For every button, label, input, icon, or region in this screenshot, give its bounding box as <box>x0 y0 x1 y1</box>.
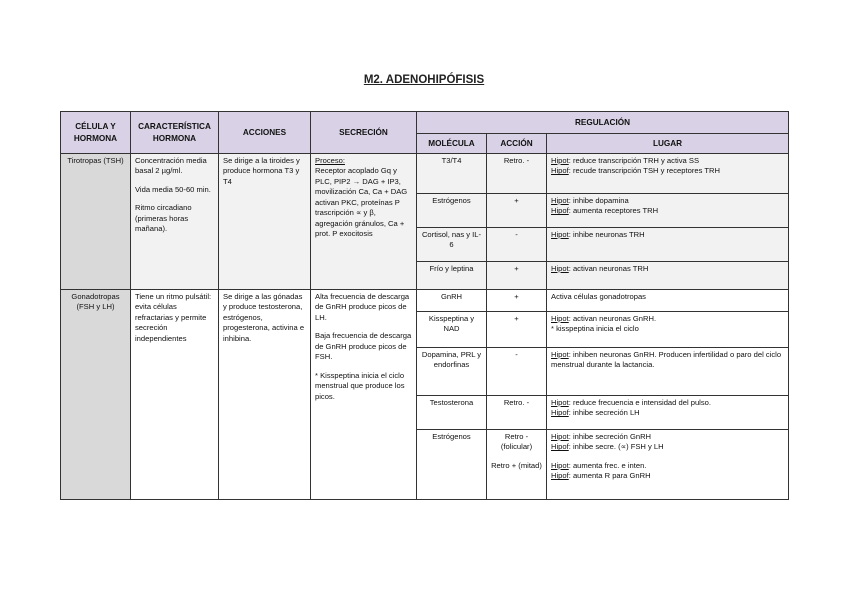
lugar-val: : inhibe secre. (∝) FSH y LH <box>568 442 664 452</box>
tsh-accion-2: + <box>487 194 547 228</box>
gon-caracteristica: Tiene un ritmo pulsátil: evita células refractarias y permite secreción independientes <box>131 290 219 500</box>
adenohipofisis-table <box>60 111 789 500</box>
tsh-accion-1: Retro. - <box>487 154 547 194</box>
lugar-val: : inhiben neuronas GnRH. Producen infertilidad o paro del ciclo menstrual durante la lactancia. <box>551 350 782 370</box>
lugar-key: Hipot <box>551 314 569 323</box>
tsh-accion-3: - <box>487 228 547 262</box>
lugar-key: Hipot <box>551 156 569 165</box>
gon-accion-2: + <box>487 312 547 348</box>
lugar-key: Hipot <box>551 398 569 407</box>
tsh-acciones: Se dirige a la tiroides y produce hormona T3 y T4 <box>219 154 311 290</box>
gon-accion-4: Retro. - <box>487 396 547 430</box>
tsh-secrecion <box>311 154 417 290</box>
gon-mol-5: Estrógenos <box>417 430 487 500</box>
gon-accion-1: + <box>487 290 547 312</box>
lugar-val: : reduce frecuencia e intensidad del pulso. <box>568 398 711 407</box>
lugar-key: Hipot <box>551 460 569 470</box>
lugar-key: Hipof <box>551 442 569 452</box>
header-secrecion: SECRECIÓN <box>311 112 417 154</box>
header-caracteristica: CARACTERÍSTICA HORMONA <box>131 112 219 154</box>
gon-accion-5b: Retro + (mitad) <box>491 460 542 470</box>
tsh-lugar-2 <box>547 194 789 228</box>
lugar-key: Hipot <box>551 230 569 239</box>
gon-mol-4: Testosterona <box>417 396 487 430</box>
header-molecula: MOLÉCULA <box>417 134 487 154</box>
tsh-mol-4: Frío y leptina <box>417 262 487 290</box>
lugar-val: : inhibe dopamina <box>568 196 629 205</box>
header-lugar: LUGAR <box>547 134 789 154</box>
lugar-val: : aumenta receptores TRH <box>568 206 659 216</box>
gon-sec-3: * Kisspeptina inicia el ciclo menstrual que produce los picos. <box>315 370 405 401</box>
gon-acciones: Se dirige a las gónadas y produce testosterona, estrógenos, progesterona, activina e inhibina. <box>219 290 311 500</box>
lugar-val: : aumenta frec. e inten. <box>568 460 647 470</box>
lugar-key: Hipot <box>551 432 569 441</box>
tsh-accion-4: + <box>487 262 547 290</box>
tsh-mol-3: Cortisol, nas y IL-6 <box>417 228 487 262</box>
header-regulacion: REGULACIÓN <box>417 112 789 134</box>
lugar-key: Hipot <box>551 264 569 273</box>
header-acciones: ACCIONES <box>219 112 311 154</box>
tsh-secrecion-label: Proceso: <box>315 156 345 165</box>
lugar-key: Hipof <box>551 166 569 176</box>
page-title: M2. ADENOHIPÓFISIS <box>363 74 485 86</box>
gon-mol-3: Dopamina, PRL y endorfinas <box>417 348 487 396</box>
tsh-car-1: Concentración media basal 2 µg/ml. <box>135 156 207 176</box>
gon-accion-3: - <box>487 348 547 396</box>
tsh-lugar-3 <box>547 228 789 262</box>
tsh-mol-2: Estrógenos <box>417 194 487 228</box>
gon-sec-1: Alta frecuencia de descarga de GnRH produce picos de LH. <box>315 292 410 322</box>
lugar-val: : inhibe neuronas TRH <box>568 230 645 239</box>
lugar-key: Hipof <box>551 206 569 216</box>
tsh-mol-1: T3/T4 <box>417 154 487 194</box>
lugar-val: : inhibe secreción LH <box>568 408 640 418</box>
lugar-val: : aumenta R para GnRH <box>568 471 651 481</box>
lugar-key: Hipot <box>551 350 569 359</box>
tsh-lugar-4 <box>547 262 789 290</box>
tsh-secrecion-text: Receptor acoplado Gq y PLC, PIP2 → DAG + IP3, movilización Ca, Ca + DAG activan PKC, proteínas P trascripción ∝ y β, agregación gránulos, Ca + prot. P exocitosis <box>315 166 408 239</box>
lugar-key: Hipof <box>551 471 569 481</box>
tsh-lugar-1 <box>547 154 789 194</box>
cell-tirotropas: Tirotropas (TSH) <box>61 154 131 290</box>
gon-lugar-5 <box>547 430 789 500</box>
tsh-car-2: Vida media 50-60 min. <box>135 184 211 194</box>
gon-secrecion <box>311 290 417 500</box>
gon-lugar-2 <box>547 312 789 348</box>
gon-accion-5a: Retro - (folicular) <box>500 432 533 452</box>
gon-lugar-3 <box>547 348 789 396</box>
lugar-val: : activan neuronas TRH <box>568 264 649 273</box>
lugar-val: : inhibe secreción GnRH <box>568 432 652 441</box>
gon-mol-1: GnRH <box>417 290 487 312</box>
gon-sec-2: Baja frecuencia de descarga de GnRH produce picos de FSH. <box>315 331 412 362</box>
gon-lugar-2-extra: * kisspeptina inicia el ciclo <box>551 324 639 334</box>
lugar-key: Hipot <box>551 196 569 205</box>
tsh-car-3: Ritmo circadiano (primeras horas mañana). <box>135 203 192 234</box>
lugar-key: Hipof <box>551 408 569 418</box>
gon-accion-5 <box>487 430 547 500</box>
header-celula: CÉLULA Y HORMONA <box>61 112 131 154</box>
lugar-val: : reduce transcripción TRH y activa SS <box>568 156 700 165</box>
lugar-val: : recude transcripción TSH y receptores TRH <box>568 166 720 176</box>
cell-gonadotropas: Gonadotropas (FSH y LH) <box>61 290 131 500</box>
gon-lugar-1: Activa células gonadotropas <box>547 290 789 312</box>
gon-mol-2: Kisspeptina y NAD <box>417 312 487 348</box>
gon-lugar-4 <box>547 396 789 430</box>
tsh-caracteristica <box>131 154 219 290</box>
lugar-val: : activan neuronas GnRH. <box>568 314 657 323</box>
header-accion: ACCIÓN <box>487 134 547 154</box>
